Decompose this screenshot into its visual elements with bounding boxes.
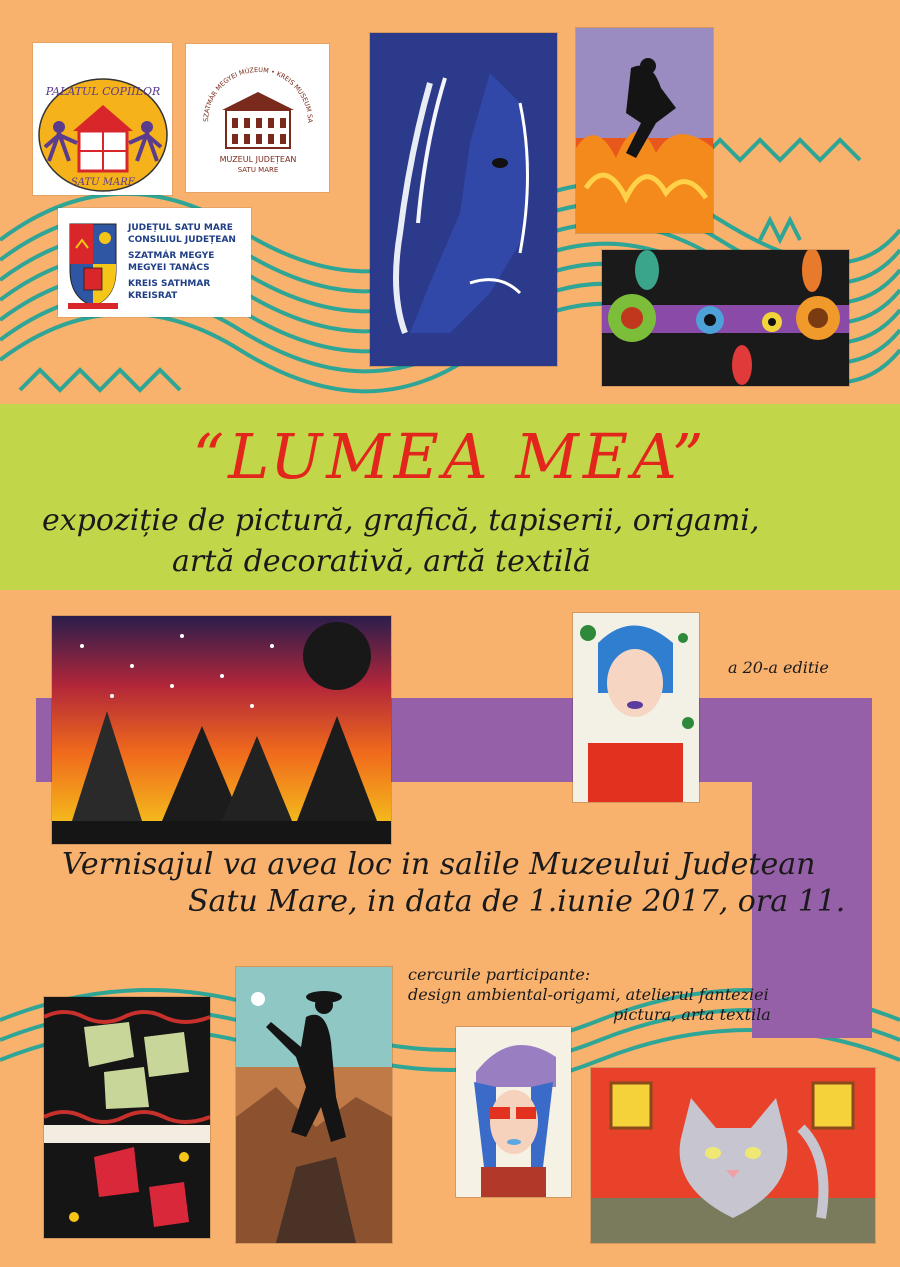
logo-muzeul-judetean bbox=[186, 44, 329, 192]
judetul-line6: KREISRAT bbox=[128, 291, 178, 301]
judetul-line1: JUDEȚUL SATU MARE bbox=[128, 223, 233, 233]
artwork-sunset-forest bbox=[52, 616, 391, 844]
cercuri-label: cercurile participante: bbox=[408, 965, 591, 984]
judetul-line5: KREIS SATHMAR bbox=[128, 279, 211, 289]
vernisaj-line2: Satu Mare, in data de 1.iunie 2017, ora 11. bbox=[188, 884, 846, 919]
artwork-horse bbox=[370, 33, 557, 366]
cowboy-painting bbox=[236, 967, 392, 1243]
artwork-eyes bbox=[602, 250, 849, 386]
artwork-textile-patchwork bbox=[44, 997, 210, 1238]
fire-rider-painting bbox=[576, 28, 713, 233]
muzeul-line2: SATU MARE bbox=[237, 166, 279, 174]
artwork-cowboy bbox=[236, 967, 392, 1243]
judetul-coat-of-arms bbox=[58, 208, 251, 317]
artwork-girl-glasses bbox=[456, 1027, 571, 1197]
textile-painting bbox=[44, 997, 210, 1238]
palatul-copiilor-emblem bbox=[33, 43, 172, 195]
vernisaj-line1: Vernisajul va avea loc in salile Muzeului Judetean bbox=[62, 847, 816, 882]
artwork-portrait-blue-hair bbox=[573, 613, 699, 802]
portrait-painting bbox=[573, 613, 699, 802]
logo-judetul-satu-mare bbox=[58, 208, 251, 317]
exhibition-title: “LUMEA MEA” bbox=[192, 420, 708, 493]
subtitle-line1: expoziție de pictură, grafică, tapiserii, origami, bbox=[42, 503, 760, 538]
muzeul-line1: MUZEUL JUDEȚEAN bbox=[219, 155, 297, 164]
palatul-bottom-text: SATU MARE bbox=[70, 177, 136, 188]
cat-painting bbox=[591, 1068, 875, 1243]
girl-glasses-painting bbox=[456, 1027, 571, 1197]
muzeul-ring-text: SZATMÁR MEGYEI MÚZEUM • KREIS MUSEUM SA bbox=[201, 65, 315, 123]
judetul-line3: SZATMÁR MEGYE bbox=[128, 251, 215, 261]
cercuri-line2: pictura, arta textila bbox=[613, 1005, 771, 1024]
edition-label: a 20-a editie bbox=[728, 658, 829, 677]
logo-palatul-copiilor bbox=[33, 43, 172, 195]
horse-painting bbox=[370, 33, 557, 366]
artwork-fire-rider bbox=[576, 28, 713, 233]
palatul-top-text: PALATUL COPIILOR bbox=[45, 85, 161, 98]
judetul-line2: CONSILIUL JUDEȚEAN bbox=[128, 235, 236, 245]
judetul-line4: MEGYEI TANÁCS bbox=[128, 263, 210, 273]
cercuri-line1: design ambiental-origami, atelierul fanteziei bbox=[408, 985, 769, 1004]
muzeul-emblem bbox=[186, 44, 329, 192]
sunset-forest-painting bbox=[52, 616, 391, 844]
subtitle-line2: artă decorativă, artă textilă bbox=[172, 544, 591, 579]
eyes-painting bbox=[602, 250, 849, 386]
artwork-grey-cat bbox=[591, 1068, 875, 1243]
